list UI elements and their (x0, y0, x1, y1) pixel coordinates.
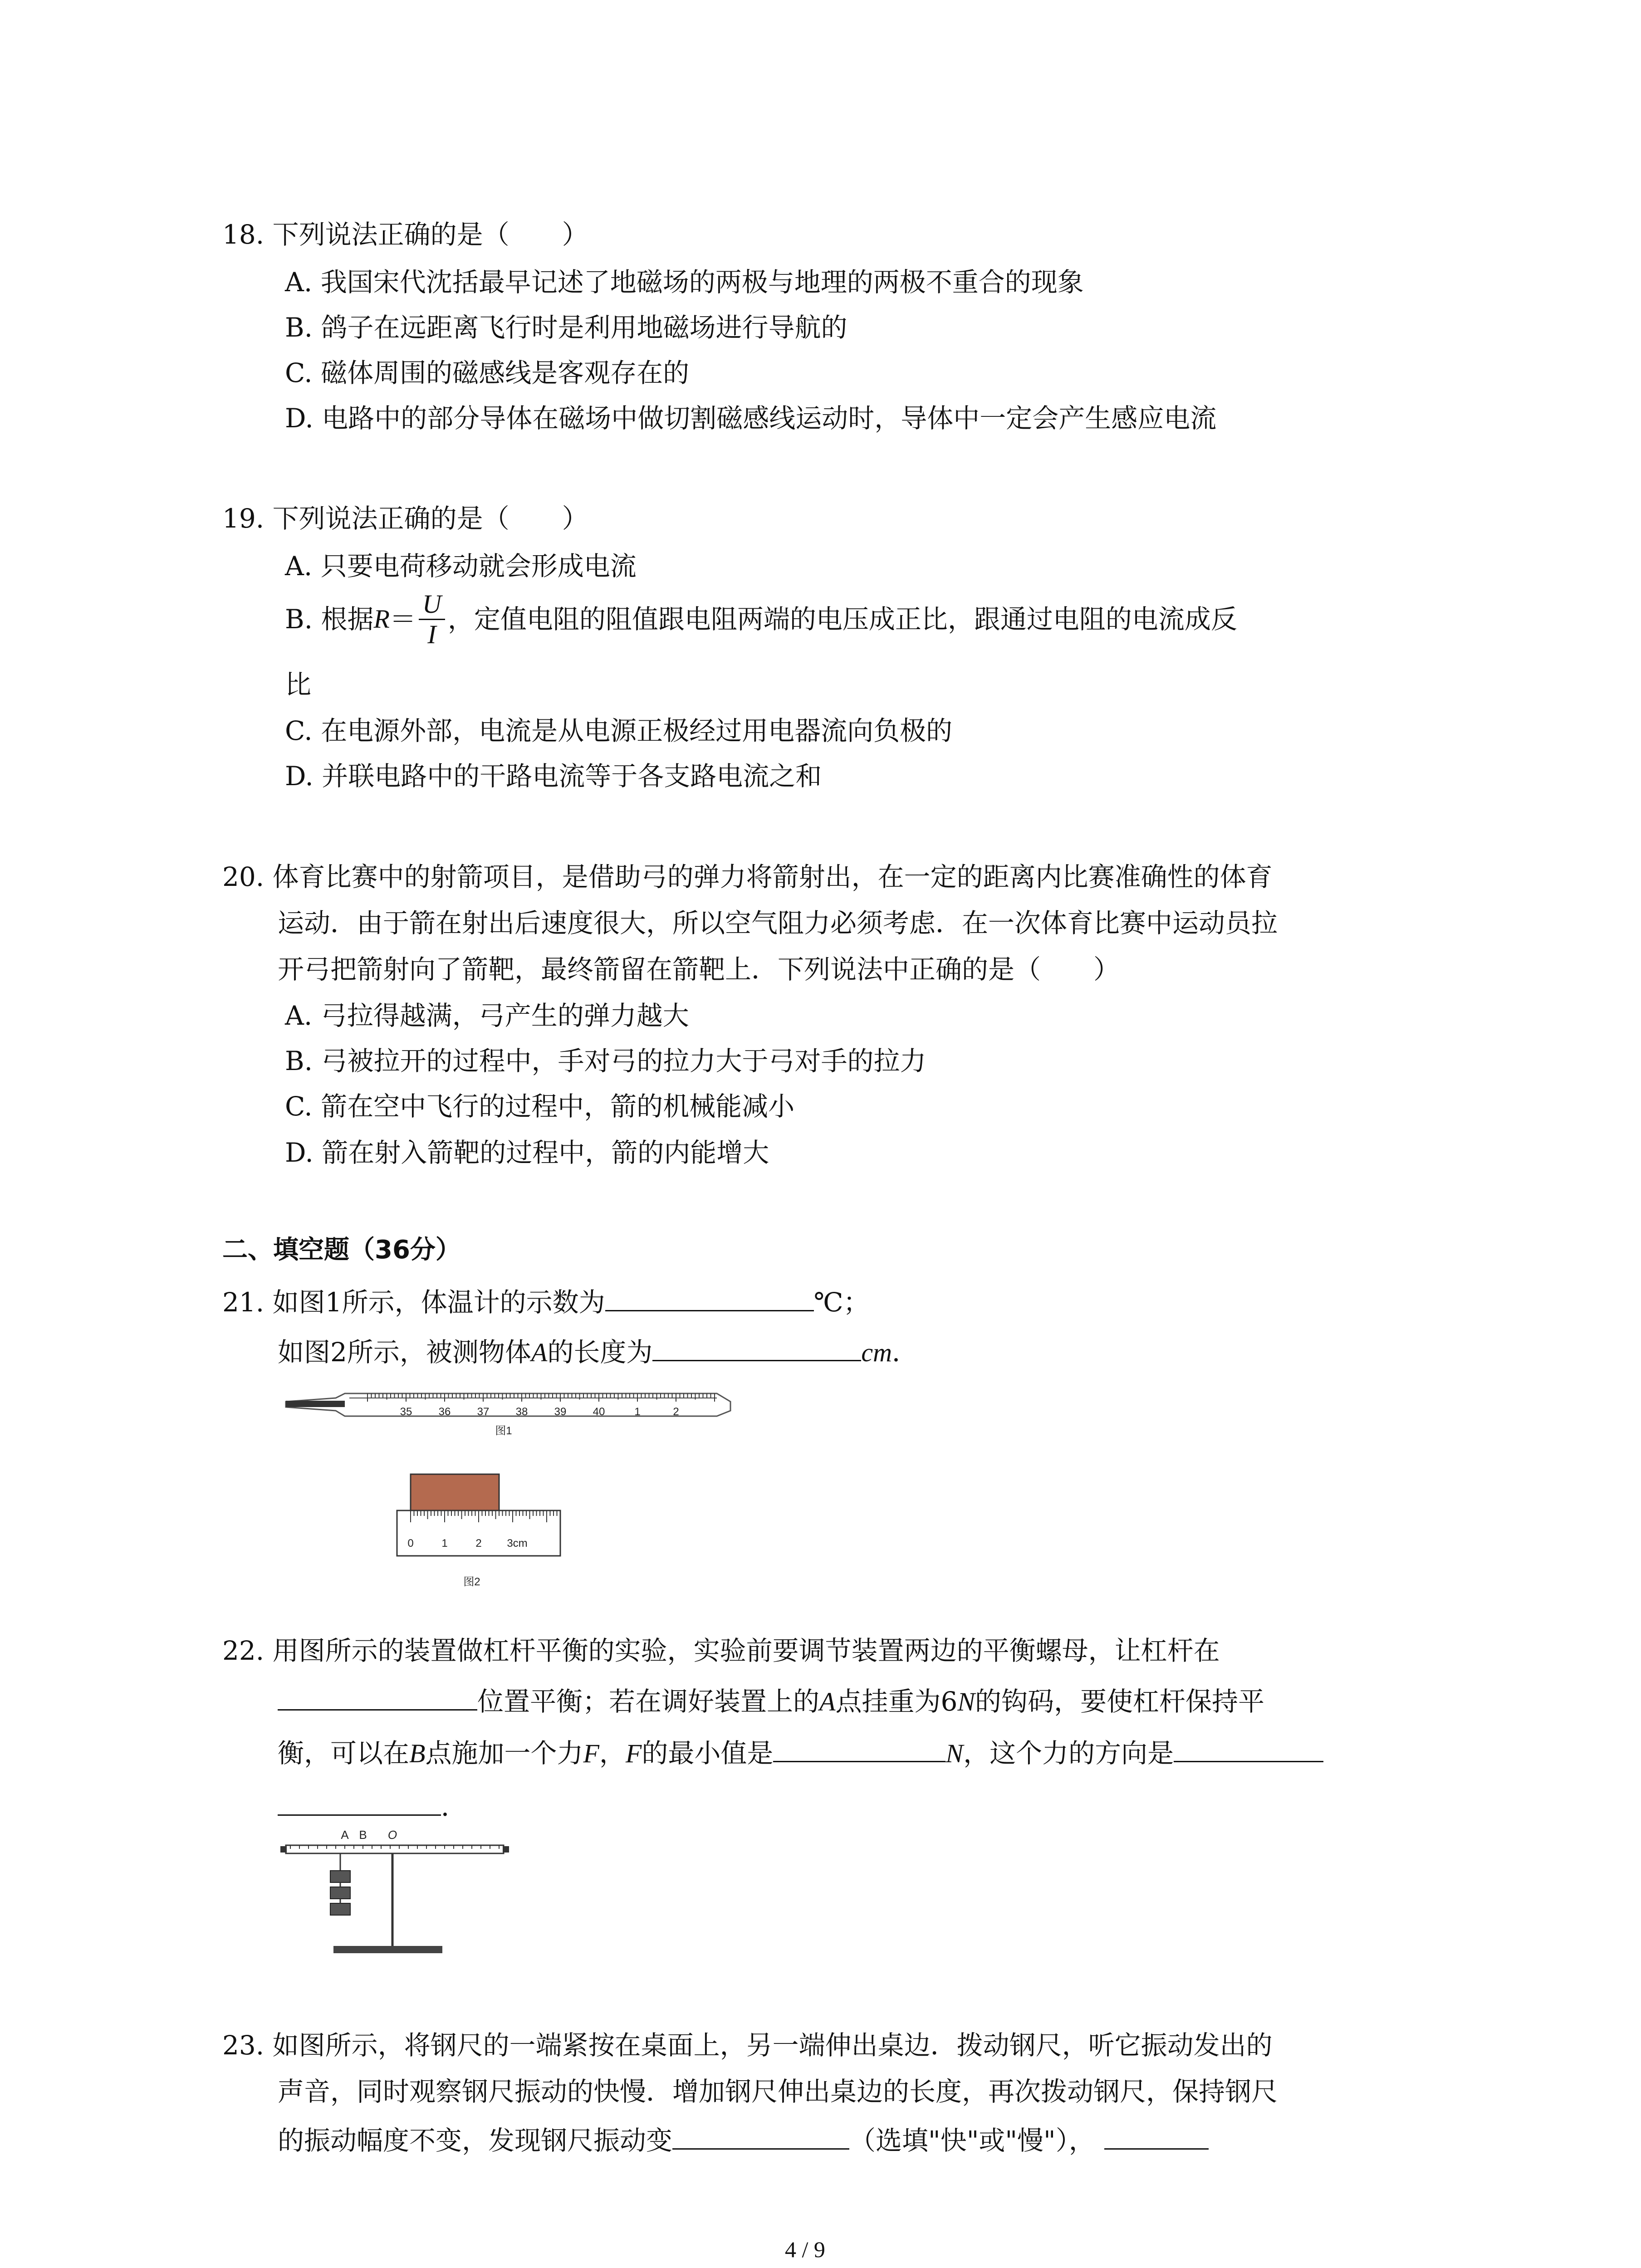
q19-option-c: C. 在电源外部，电流是从电源正极经过用电器流向负极的 (285, 715, 953, 746)
thermo-tick-label: 40 (593, 1406, 605, 1418)
q21-line1 (222, 1286, 870, 1318)
thermometer-figure (281, 1388, 744, 1447)
q18-option-a: A. 我国宋代沈括最早记述了地磁场的两极与地理的两极不重合的现象 (285, 267, 1084, 298)
q22-blank-position[interactable] (278, 1686, 477, 1711)
q22-var-f: F (583, 1739, 599, 1768)
fig1-caption: 图1 (495, 1425, 512, 1437)
lever-label-a: A (341, 1828, 349, 1842)
q19-option-b-cont: 比 (285, 669, 312, 700)
q21-line1-suffix: ℃； (813, 1287, 870, 1318)
lever-figure (277, 1827, 513, 1963)
q18-option-c: C. 磁体周围的磁感线是客观存在的 (285, 357, 690, 388)
q19-option-b (285, 590, 1237, 649)
q22-line4 (278, 1791, 467, 1820)
fig2-caption: 图2 (463, 1576, 480, 1588)
lever-label-o: O (387, 1828, 397, 1842)
q23-line3-suffix: （选填"快"或"慢"）， (849, 2125, 1095, 2156)
q19-b-var-r: R (373, 604, 390, 634)
q22-line3 (278, 1737, 1323, 1767)
q19-b-numerator: U (419, 590, 445, 620)
q22-var-b: B (409, 1739, 426, 1768)
q22-var-n: N (957, 1687, 975, 1716)
q20-line3: 开弓把箭射向了箭靶，最终箭留在箭靶上．下列说法中正确的是（ ） (278, 954, 1120, 985)
thermo-tick-label: 1 (634, 1406, 641, 1418)
q20-option-b: B. 弓被拉开的过程中，手对弓的拉力大于弓对手的拉力 (285, 1046, 926, 1076)
ruler-tick-label: 3cm (507, 1537, 528, 1549)
q21-blank-length[interactable] (652, 1336, 861, 1361)
ruler-tick-label: 2 (475, 1537, 482, 1549)
q22-line2-b: 点挂重为6 (835, 1686, 958, 1717)
q22-line3-c: ， (599, 1738, 626, 1769)
q22-line3-b: 点施加一个力 (425, 1738, 583, 1769)
q20-option-c: C. 箭在空中飞行的过程中，箭的机械能减小 (285, 1091, 795, 1122)
object-a-block (411, 1474, 499, 1510)
ruler-figure (390, 1465, 572, 1601)
q22-line2 (278, 1686, 1264, 1715)
q18-option-d: D. 电路中的部分导体在磁场中做切割磁感线运动时，导体中一定会产生感应电流 (285, 403, 1217, 434)
q22-line2-a: 位置平衡；若在调好装置上的 (477, 1686, 820, 1717)
q23-line3-prefix: 的振动幅度不变，发现钢尺振动变 (278, 2125, 673, 2156)
q22-line3-a: 衡，可以在 (278, 1738, 410, 1769)
page-number: 4 / 9 (785, 2237, 825, 2262)
q22-var-f2: F (625, 1739, 642, 1768)
q22-line3-e: ，这个力的方向是 (963, 1738, 1174, 1769)
ruler-tick-label: 0 (407, 1537, 414, 1549)
q23-line1: 23. 如图所示，将钢尺的一端紧按在桌面上，另一端伸出桌边．拨动钢尺，听它振动发出的 (222, 2030, 1273, 2061)
q22-var-n2: N (945, 1739, 964, 1768)
thermo-tick-label: 37 (477, 1406, 490, 1418)
section-title: 二、填空题（36分） (222, 1235, 461, 1265)
q21-line2-mid: 的长度为 (547, 1337, 653, 1368)
thermo-tick-label: 2 (673, 1406, 679, 1418)
lever-apparatus-icon (277, 1827, 513, 1963)
q21-blank-temperature[interactable] (605, 1286, 814, 1311)
q20-option-d: D. 箭在射入箭靶的过程中，箭的内能增大 (285, 1137, 769, 1168)
q21-var-a: A (531, 1338, 548, 1367)
q20-option-a: A. 弓拉得越满，弓产生的弹力越大 (285, 1000, 689, 1031)
q18-stem: 18. 下列说法正确的是（ ） (222, 219, 588, 250)
q23-blank-second[interactable] (1104, 2125, 1209, 2150)
q22-line3-d: 的最小值是 (642, 1738, 774, 1769)
q19-b-equals: ＝ (389, 604, 416, 635)
q22-blank-direction-a[interactable] (1174, 1737, 1323, 1762)
q21-line2 (278, 1336, 918, 1366)
q19-b-denominator: I (427, 619, 436, 649)
q21-line2-end: ． (892, 1337, 919, 1368)
q21-line1-prefix: 21. 如图1所示，体温计的示数为 (222, 1287, 605, 1318)
thermo-tick-label: 35 (400, 1406, 412, 1418)
thermo-tick-label: 36 (438, 1406, 451, 1418)
q19-b-suffix: ，定值电阻的阻值跟电阻两端的电压成正比，跟通过电阻的电流成反 (447, 604, 1237, 635)
thermo-tick-label: 39 (554, 1406, 567, 1418)
q19-b-fraction (419, 590, 445, 649)
q23-line2: 声音，同时观察钢尺振动的快慢．增加钢尺伸出桌边的长度，再次拨动钢尺，保持钢尺 (278, 2076, 1278, 2107)
q22-line1: 22. 用图所示的装置做杠杆平衡的实验，实验前要调节装置两边的平衡螺母，让杠杆在 (222, 1635, 1220, 1666)
ruler-tick-label: 1 (441, 1537, 448, 1549)
q22-line2-c: 的钩码，要使杠杆保持平 (975, 1686, 1265, 1717)
thermo-tick-label: 38 (515, 1406, 528, 1418)
q20-line2: 运动．由于箭在射出后速度很大，所以空气阻力必须考虑．在一次体育比赛中运动员拉 (278, 908, 1278, 938)
q23-blank-speed[interactable] (672, 2125, 849, 2150)
thermometer-icon (281, 1388, 744, 1447)
q21-line2-prefix: 如图2所示，被测物体 (278, 1337, 531, 1368)
q22-line4-end: ． (441, 1791, 468, 1822)
q18-option-b: B. 鸽子在远距离飞行时是利用地磁场进行导航的 (285, 312, 847, 343)
q19-stem: 19. 下列说法正确的是（ ） (222, 503, 588, 534)
q22-var-a: A (819, 1687, 836, 1716)
q19-b-prefix: B. 根据 (285, 604, 374, 635)
q19-option-d: D. 并联电路中的干路电流等于各支路电流之和 (285, 761, 822, 792)
q21-unit-cm: cm (861, 1338, 892, 1367)
q22-blank-min-force[interactable] (773, 1737, 945, 1762)
q23-line3 (278, 2125, 1209, 2154)
lever-label-b: B (359, 1828, 367, 1842)
q22-blank-direction-b[interactable] (278, 1791, 441, 1816)
q20-line1: 20. 体育比赛中的射箭项目，是借助弓的弹力将箭射出，在一定的距离内比赛准确性的体育 (222, 861, 1273, 892)
ruler-icon (390, 1465, 572, 1601)
q19-option-a: A. 只要电荷移动就会形成电流 (285, 551, 637, 582)
